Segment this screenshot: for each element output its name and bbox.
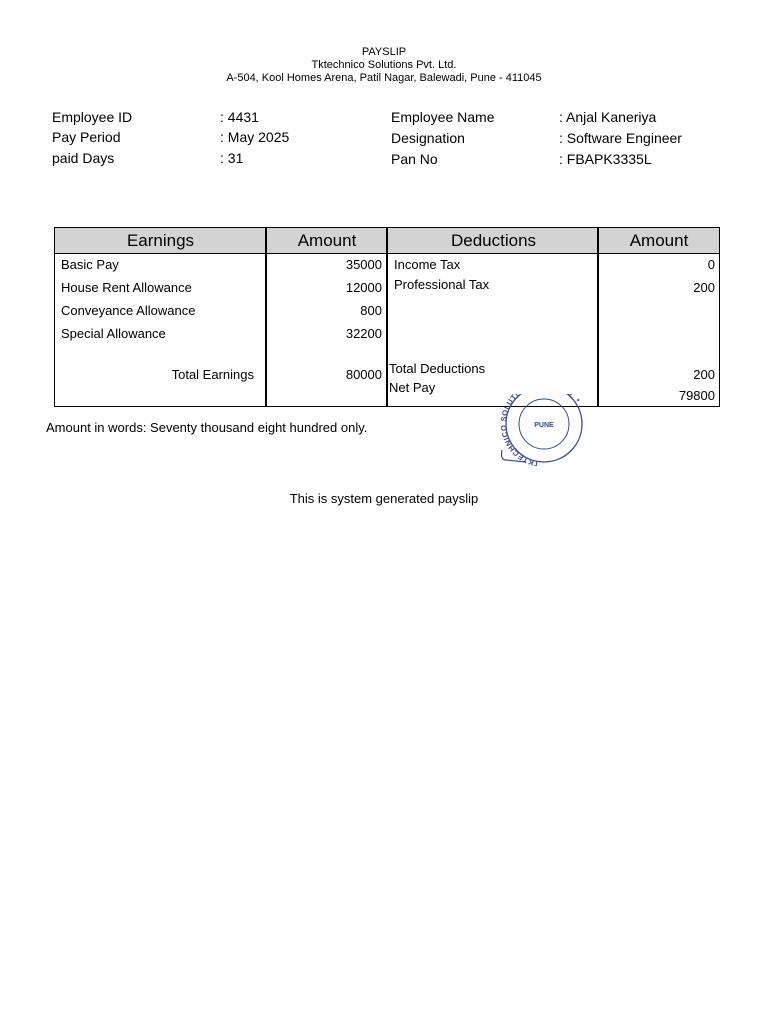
total-deductions-label: Total Deductions: [389, 361, 486, 376]
designation-label: Designation: [391, 130, 465, 146]
total-earnings-label: Total Earnings: [171, 367, 254, 382]
deductions-amount-header: Amount: [599, 228, 719, 254]
earnings-header: Earnings: [55, 228, 266, 254]
system-generated-note: This is system generated payslip: [289, 491, 479, 506]
amount-in-words: Amount in words: Seventy thousand eight hundred only.: [46, 420, 368, 435]
employee-name-label: Employee Name: [391, 109, 495, 125]
paid-days-value: : 31: [220, 150, 244, 166]
payslip-title: PAYSLIP: [361, 46, 407, 58]
stamp-center-text: PUNE: [534, 422, 554, 429]
earning-label: Basic Pay: [61, 257, 119, 272]
salary-table: [54, 227, 720, 407]
deduction-label: Income Tax: [394, 257, 461, 272]
net-pay-amount: 79800: [678, 388, 715, 403]
deduction-amount: 0: [707, 257, 715, 272]
net-pay-label: Net Pay: [389, 380, 436, 395]
deductions-header: Deductions: [388, 228, 599, 254]
earning-amount: 32200: [345, 326, 382, 341]
column-divider: [386, 228, 388, 406]
earnings-amount-header: Amount: [266, 228, 388, 254]
company-address: A-504, Kool Homes Arena, Patil Nagar, Balewadi, Pune - 411045: [226, 72, 542, 84]
earning-amount: 35000: [345, 257, 382, 272]
earning-label: House Rent Allowance: [61, 280, 192, 295]
earning-label: Special Allowance: [61, 326, 166, 341]
designation-value: : Software Engineer: [559, 130, 682, 146]
employee-id-label: Employee ID: [52, 109, 133, 125]
earning-label: Conveyance Allowance: [61, 303, 196, 318]
earning-amount: 800: [360, 303, 382, 318]
pan-label: Pan No: [391, 151, 438, 167]
pay-period-label: Pay Period: [52, 129, 121, 145]
employee-name-value: : Anjal Kaneriya: [559, 109, 657, 125]
earning-amount: 12000: [345, 280, 382, 295]
total-earnings-amount: 80000: [345, 367, 382, 382]
pay-period-value: : May 2025: [220, 129, 290, 145]
company-name: Tktechnico Solutions Pvt. Ltd.: [311, 59, 457, 71]
total-deductions-amount: 200: [693, 367, 715, 382]
paid-days-label: paid Days: [52, 150, 115, 166]
company-stamp: [496, 394, 592, 466]
deduction-label: Professional Tax: [394, 277, 490, 292]
employee-id-value: : 4431: [220, 109, 259, 125]
stamp-ring-text: TKTECHNICO SOLUTI . *: [498, 394, 582, 466]
deduction-amount: 200: [693, 280, 715, 295]
pan-value: : FBAPK3335L: [559, 151, 652, 167]
